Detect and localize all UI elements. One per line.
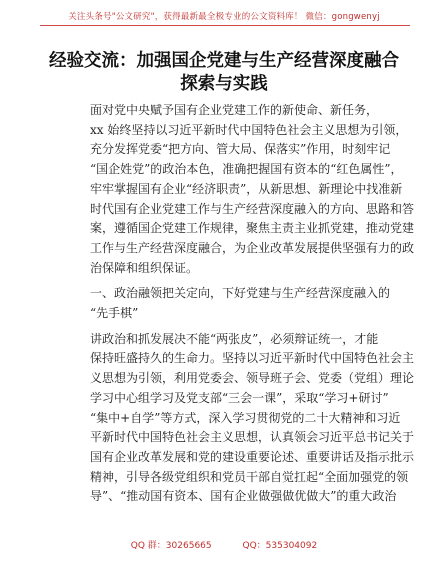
footer-contact [0, 538, 448, 551]
text-line: 面对党中央赋予国有企业党建工作的新使命、新任务， [90, 103, 379, 117]
text-line: 工作与生产经营深度融合，为企业改革发展提供坚强有力的政 [90, 240, 415, 255]
qq-group-number: QQ 群：30265665 [130, 541, 212, 551]
text-line: 案，遵循国企党建工作规律，聚焦主责主业抓党建，推动党建 [90, 221, 415, 236]
title-line-2: 探索与实践 [180, 74, 268, 94]
text-line: 充分发挥党委“把方向、管大局、保落实”作用，时刻牢记 [90, 142, 391, 157]
text-line: 国有企业改革发展和党的建设重要论述、重要讲话及指示批示 [90, 449, 415, 464]
text-line: 治保障和组织保证。 [90, 260, 199, 275]
document-title [0, 50, 448, 96]
title-line-1: 经验交流：加强国企党建与生产经营深度融合 [49, 51, 399, 71]
text-line: 义思想为引领，利用党委会、领导班子会、党委（党组）理论 [90, 371, 415, 386]
text-line: 讲政治和抓发展决不能“两张皮”，必须辩证统一，才能 [90, 331, 379, 346]
header-divider [40, 25, 410, 26]
text-line: “集中+自学”等方式，深入学习贯彻党的二十大精神和习近 [90, 410, 401, 425]
text-line: 一、政治融领把关定向，下好党建与生产经营深度融入的 [90, 286, 391, 301]
text-line: 保持旺盛持久的生命力。坚持以习近平新时代中国特色社会主 [90, 351, 415, 366]
text-line: 牢牢掌握国有企业“经济职责”，从新思想、新理论中找准新 [90, 181, 403, 196]
qq-number: QQ：535304092 [242, 541, 318, 551]
paragraph-intro [66, 101, 415, 278]
header-banner: 关注头条号"公文研究"，获得最新最全极专业的公文资料库！ 微信：gongwenyj [68, 12, 380, 22]
text-line: 学习中心组学习及党支部“三会一课”，采取“学习+研讨” [90, 390, 389, 405]
text-line: 导”、“推动国有资本、国有企业做强做优做大”的重大政治 [90, 489, 397, 504]
document-body [66, 101, 415, 513]
section-heading-1 [66, 284, 391, 323]
text-line: 时代国有企业党建工作与生产经营深度融入的方向、思路和答 [90, 201, 415, 216]
text-line: xx 始终坚持以习近平新时代中国特色社会主义思想为引领， [90, 122, 408, 137]
text-line: 精神，引导各级党组织和党员干部自觉扛起“全面加强党的领 [90, 469, 409, 484]
paragraph-section-1 [66, 330, 415, 507]
text-line: “先手棋” [90, 306, 139, 321]
text-line: 平新时代中国特色社会主义思想，认真领会习近平总书记关于 [90, 430, 415, 445]
text-line: “国企姓党”的政治本色，准确把握国有资本的“红色属性”， [90, 162, 403, 177]
